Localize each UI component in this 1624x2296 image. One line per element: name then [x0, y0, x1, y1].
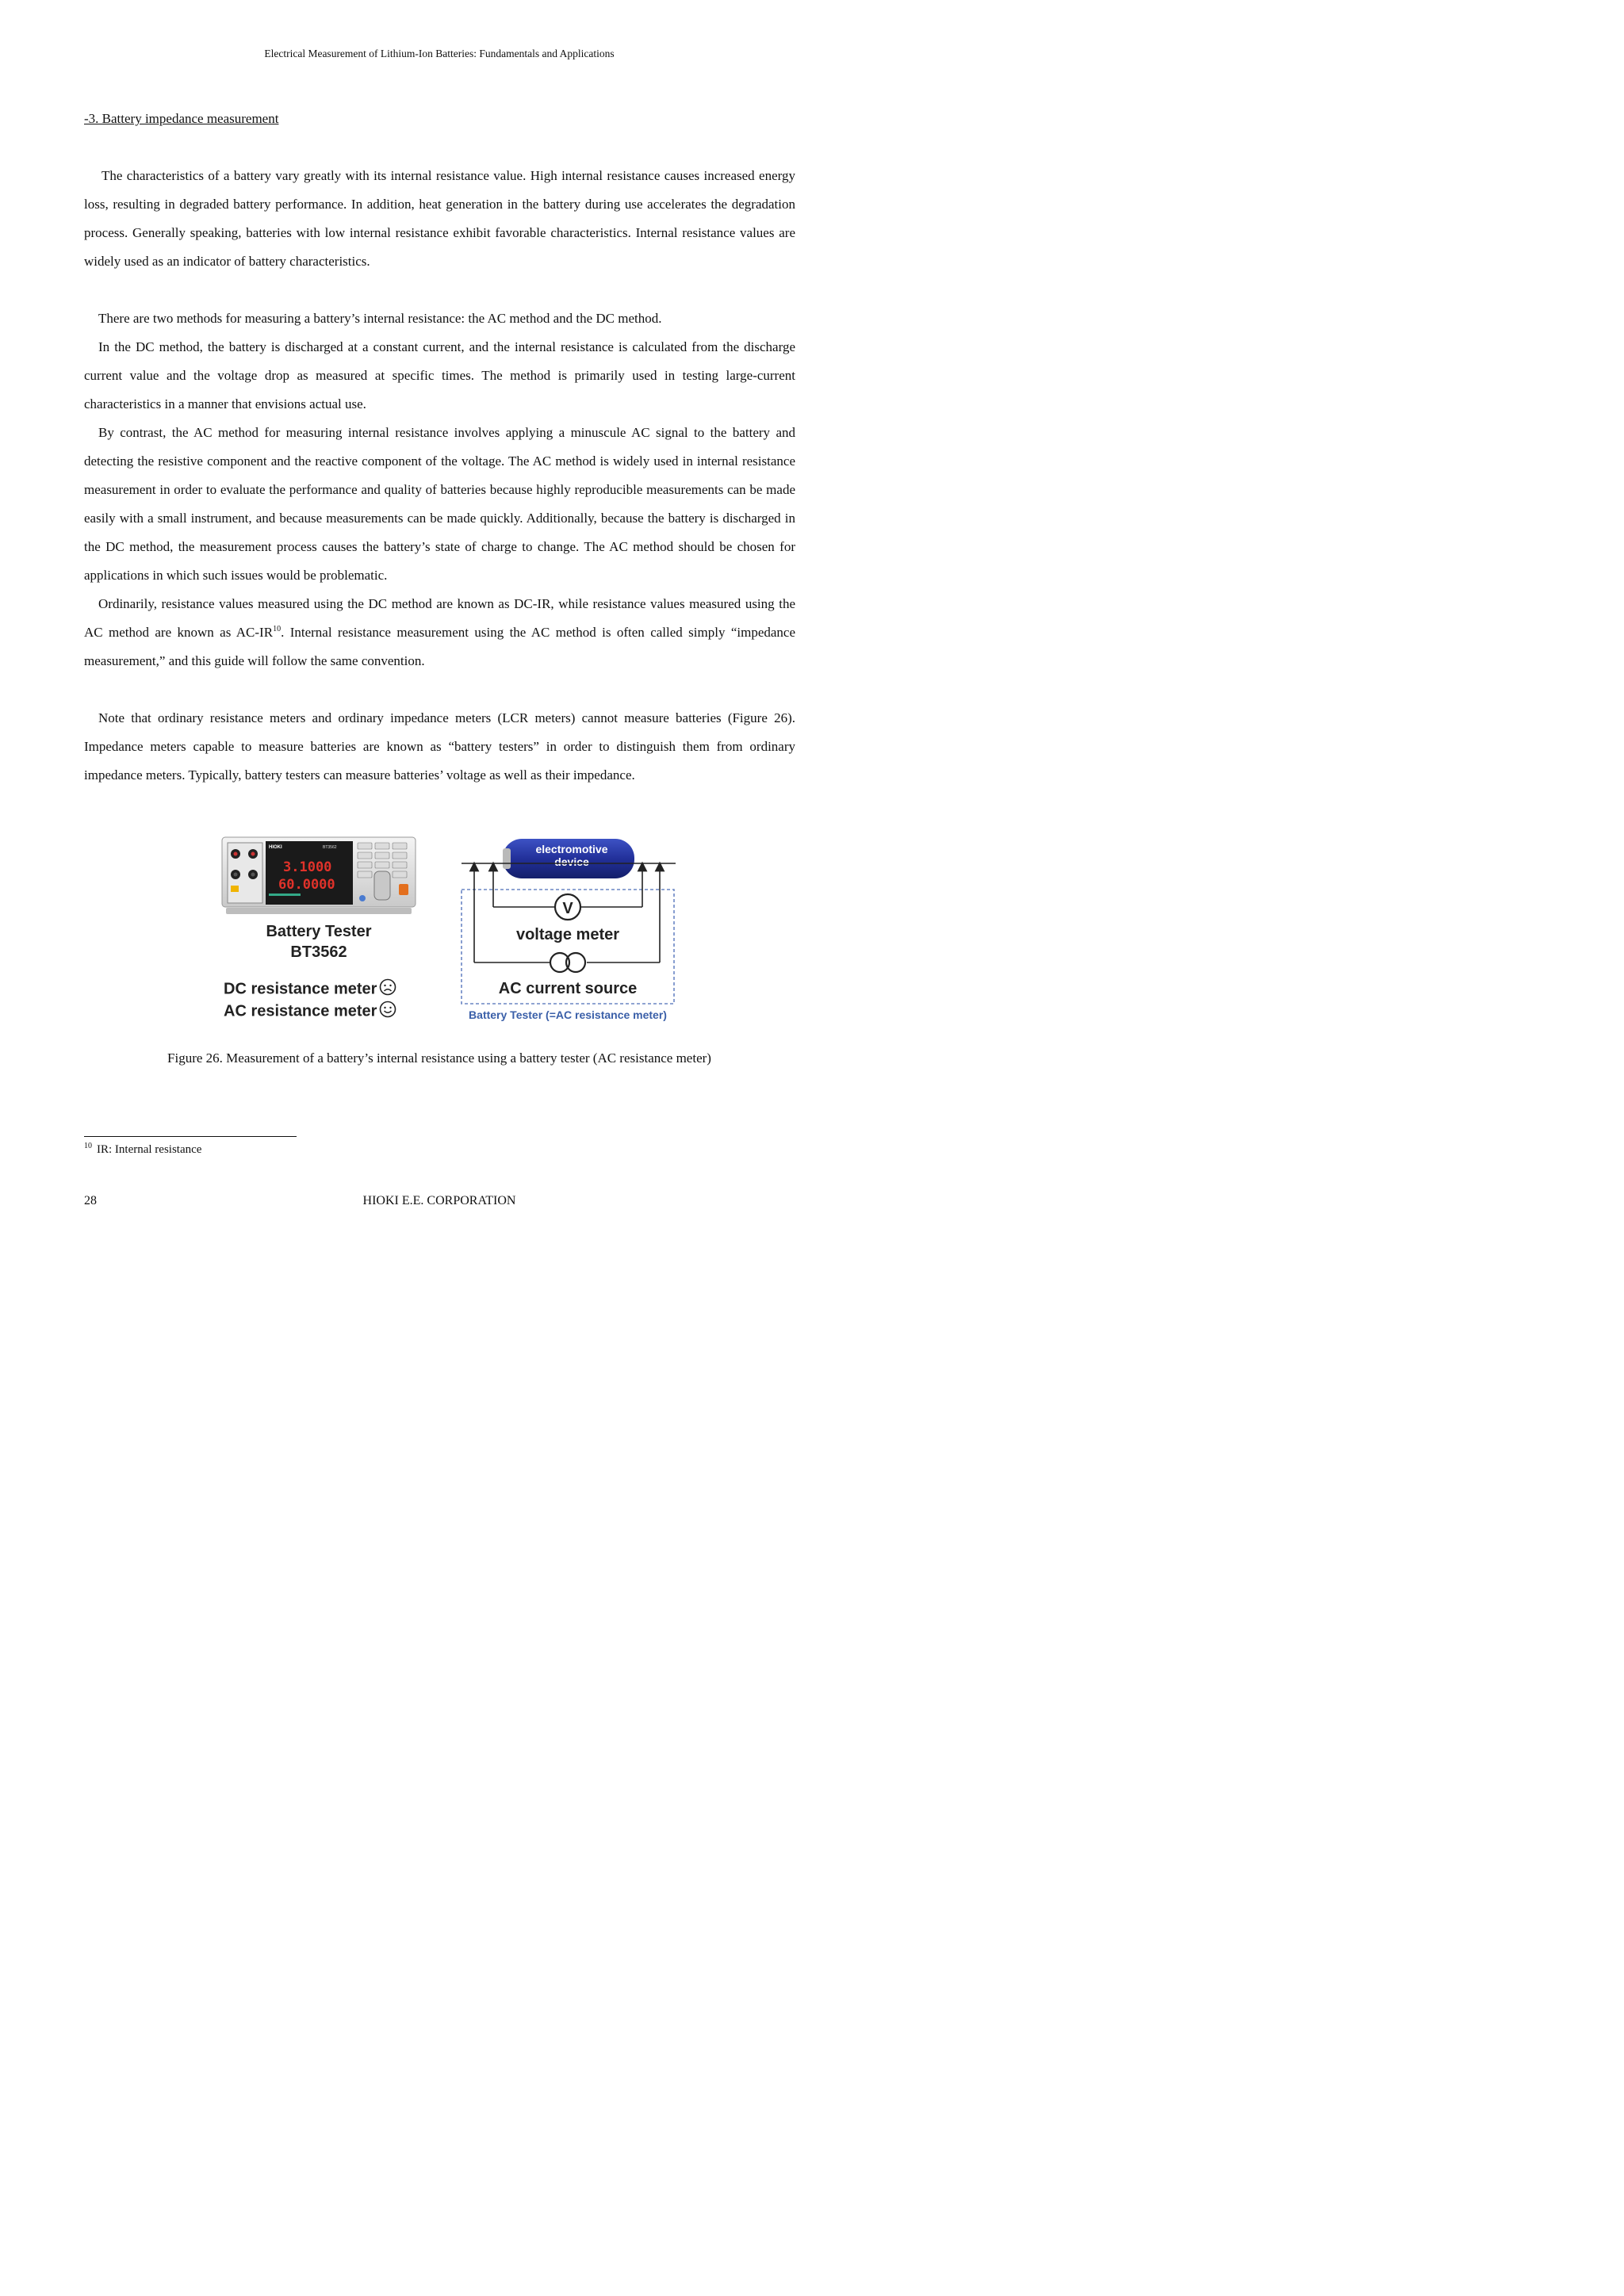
paragraph-4: By contrast, the AC method for measuring internal resistance involves applying a minuscule AC signal to the battery and detecting the resistive component and the reactive component of the voltage. The AC method is widely used in internal resistance measurement in order to evaluate the performance and quality of batteries because highly reproducible measurements can be made easily with a small instrument, and because measurements can be made quickly. Additionally, because the battery is discharged in the DC method, the measurement process causes the battery’s state of charge to change. The AC method should be chosen for applications in which such issues would be problematic. [84, 425, 795, 583]
ac-meter-label: AC resistance meter [224, 1002, 377, 1020]
sad-face-icon [379, 978, 396, 1001]
battery-tester-image [221, 836, 416, 916]
smile-face-icon [379, 1001, 396, 1023]
tester-model-badge: BT3562 [323, 845, 337, 850]
voltmeter-symbol: V [562, 900, 573, 917]
paragraph-2: There are two methods for measuring a battery’s internal resistance: the AC method and the DC method. [98, 311, 662, 326]
publisher-name: HIOKI E.E. CORPORATION [362, 1194, 516, 1207]
footnote-marker: 10 [84, 1142, 92, 1150]
running-header: Electrical Measurement of Lithium-Ion Batteries: Fundamentals and Applications [264, 48, 615, 59]
ac-meter-row [224, 1001, 396, 1023]
paragraph-5 [84, 590, 795, 675]
paragraph-1: The characteristics of a battery vary greatly with its internal resistance value. High internal resistance causes increased energy loss, resulting in degraded battery performance. In addition, heat generation in the battery during use accelerates the degradation process. Generally speaking, batteries with low internal resistance exhibit favorable characteristics. Internal resistance values are widely used as an indicator of battery characteristics. [84, 168, 795, 269]
paragraph-5-text-a: Ordinarily, resistance values measured using the DC method are known as DC-IR, while resistance values measured using the AC method are known as AC-IR [84, 596, 795, 640]
footnote-text: IR: Internal resistance [97, 1143, 202, 1156]
dc-meter-row [224, 978, 396, 1001]
paragraph-6: Note that ordinary resistance meters and ordinary impedance meters (LCR meters) cannot measure batteries (Figure 26). Impedance meters capable to measure batteries are known as “battery testers” in order to distinguish them from ordinary impedance meters. Typically, battery testers can measure batteries’ voltage as well as their impedance. [84, 710, 795, 783]
page-number: 28 [84, 1194, 97, 1207]
ac-source-label: AC current source [498, 980, 638, 997]
tester-brand: HIOKI [269, 845, 282, 850]
battery-tester-box-label: Battery Tester (=AC resistance meter) [469, 1008, 667, 1021]
paragraph-3: In the DC method, the battery is discharged at a constant current, and the internal resistance is calculated from the discharge current value and the voltage drop as measured at specific times. The method is primarily used in testing large-current characteristics in a manner that envisions actual use. [84, 339, 795, 411]
tester-display-top: 3.1000 [283, 859, 332, 875]
figure-caption: Figure 26. Measurement of a battery’s internal resistance using a battery tester (AC resistance meter) [167, 1050, 711, 1066]
section-heading: -3. Battery impedance measurement [84, 111, 279, 126]
paragraph-5-text-b: . Internal resistance measurement using the AC method is often called simply “impedance measurement,” and this guide will follow the same convention. [84, 625, 795, 668]
footnote [84, 1143, 201, 1157]
footnote-divider [84, 1136, 297, 1137]
tester-title-line1: Battery Tester [266, 923, 372, 940]
circuit-diagram [458, 834, 679, 1028]
voltage-meter-label: voltage meter [515, 926, 620, 943]
tester-display-bottom: 60.0000 [278, 877, 335, 893]
dc-meter-label: DC resistance meter [224, 980, 377, 998]
battery-label-line2: device [554, 855, 589, 868]
battery-label-line1: electromotive [535, 843, 608, 855]
footnote-reference: 10 [273, 625, 282, 633]
tester-title-line2: BT3562 [290, 943, 347, 961]
